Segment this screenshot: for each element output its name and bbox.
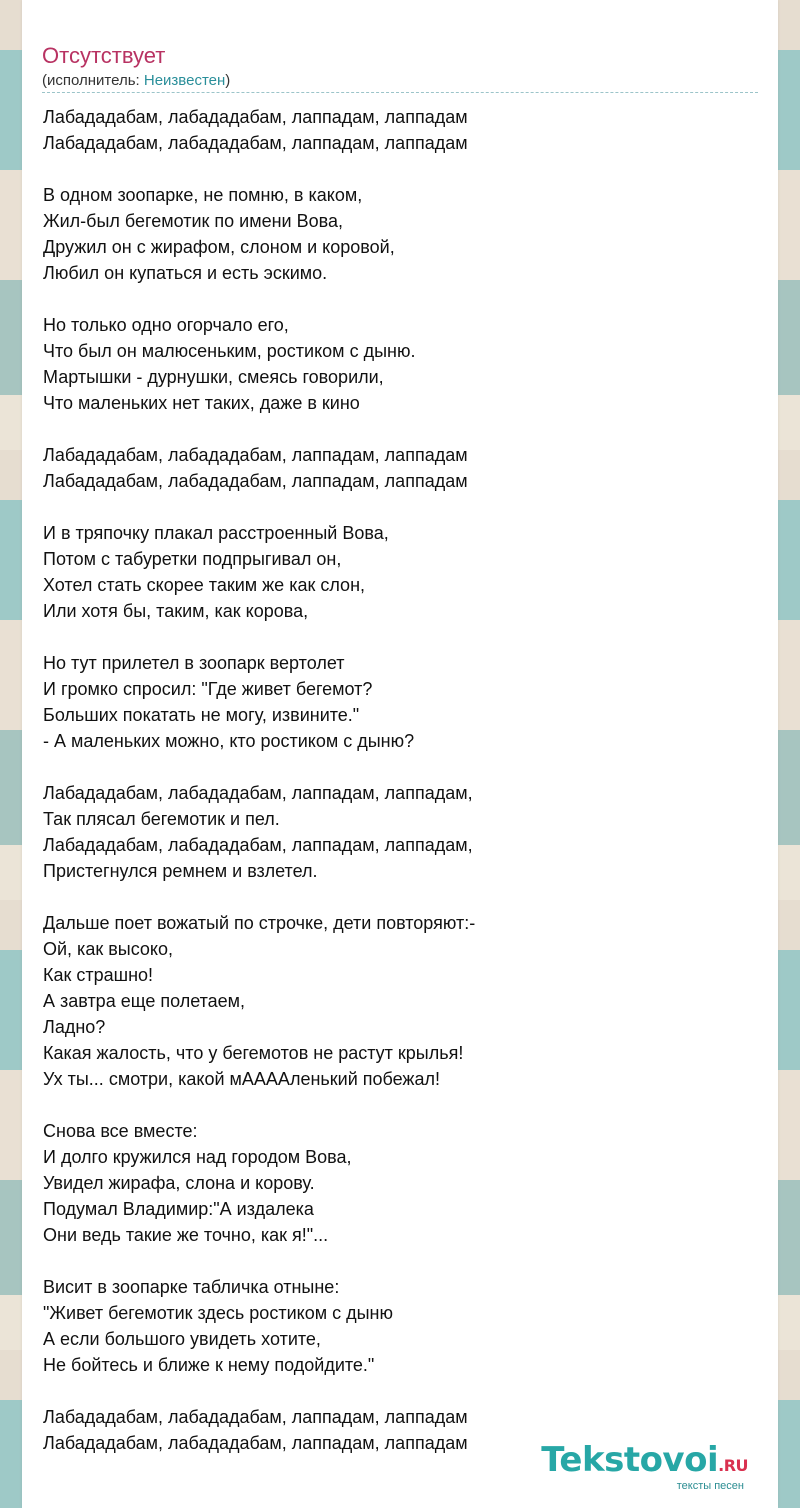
lyrics-text: Лабададабам, лабададабам, лаппадам, лаппадам Лабададабам, лабададабам, лаппадам, лаппадам В одном зоопарке, не помню, в каком, Жил-был бегемотик по имени Вова, Дружил он с жирафом, слоном и коровой, Любил он купаться и есть эскимо. Но только одно огорчало его, Что был он малюсеньким, ростиком с дыню. Мартышки - дурнушки, смеясь говорили, Что маленьких нет таких, даже в кино Лабададабам, лабададабам, лаппадам, лаппадам Лабададабам, лабададабам, лаппадам, лаппадам И в тряпочку плакал расстроенный Вова, Потом с табуретки подпрыгивал он, Хотел стать скорее таким же как слон, Или хотя бы, таким, как корова, Но тут прилетел в зоопарк вертолет И громко спросил: "Где живет бегемот? Больших покатать не могу, извините." - А маленьких можно, кто ростиком с дыню? Лабададабам, лабададабам, лаппадам, лаппадам, Так плясал бегемотик и пел. Лабададабам, лабададабам, лаппадам, лаппадам, Пристегнулся ремнем и взлетел. Дальше поет вожатый по строчке, дети повторяют:- Ой, как высоко, Как страшно! А завтра еще полетаем, Ладно? Какая жалость, что у бегемотов не растут крылья! Ух ты... смотри, какой мААААленький побежал! Снова все вместе: И долго кружился над городом Вова, Увидел жирафа, слона и корову. Подумал Владимир:"А издалека Они ведь такие же точно, как я!"... Висит в зоопарке табличка отныне: "Живет бегемотик здесь ростиком с дыню А если большого увидеть хотите, Не бойтесь и ближе к нему подойдите." Лабададабам, лабададабам, лаппадам, лаппадам Лабададабам, лабададабам, лаппадам, лаппадам (43, 107, 476, 1453)
site-logo[interactable] (541, 1442, 748, 1492)
artist-prefix: (исполнитель: (42, 72, 144, 89)
logo-tagline: тексты песен (676, 1480, 744, 1492)
song-title: Отсутствует (42, 43, 166, 68)
page-sheet (22, 0, 778, 1508)
artist-suffix: ) (225, 72, 231, 89)
logo-tld: .RU (718, 1456, 748, 1475)
logo-wordmark (541, 1442, 748, 1484)
artist-link[interactable]: Неизвестен (143, 72, 226, 89)
artist-line (42, 71, 756, 91)
logo-name: Tekstovoi (541, 1440, 719, 1480)
song-header (42, 42, 756, 91)
header-divider (42, 92, 758, 93)
